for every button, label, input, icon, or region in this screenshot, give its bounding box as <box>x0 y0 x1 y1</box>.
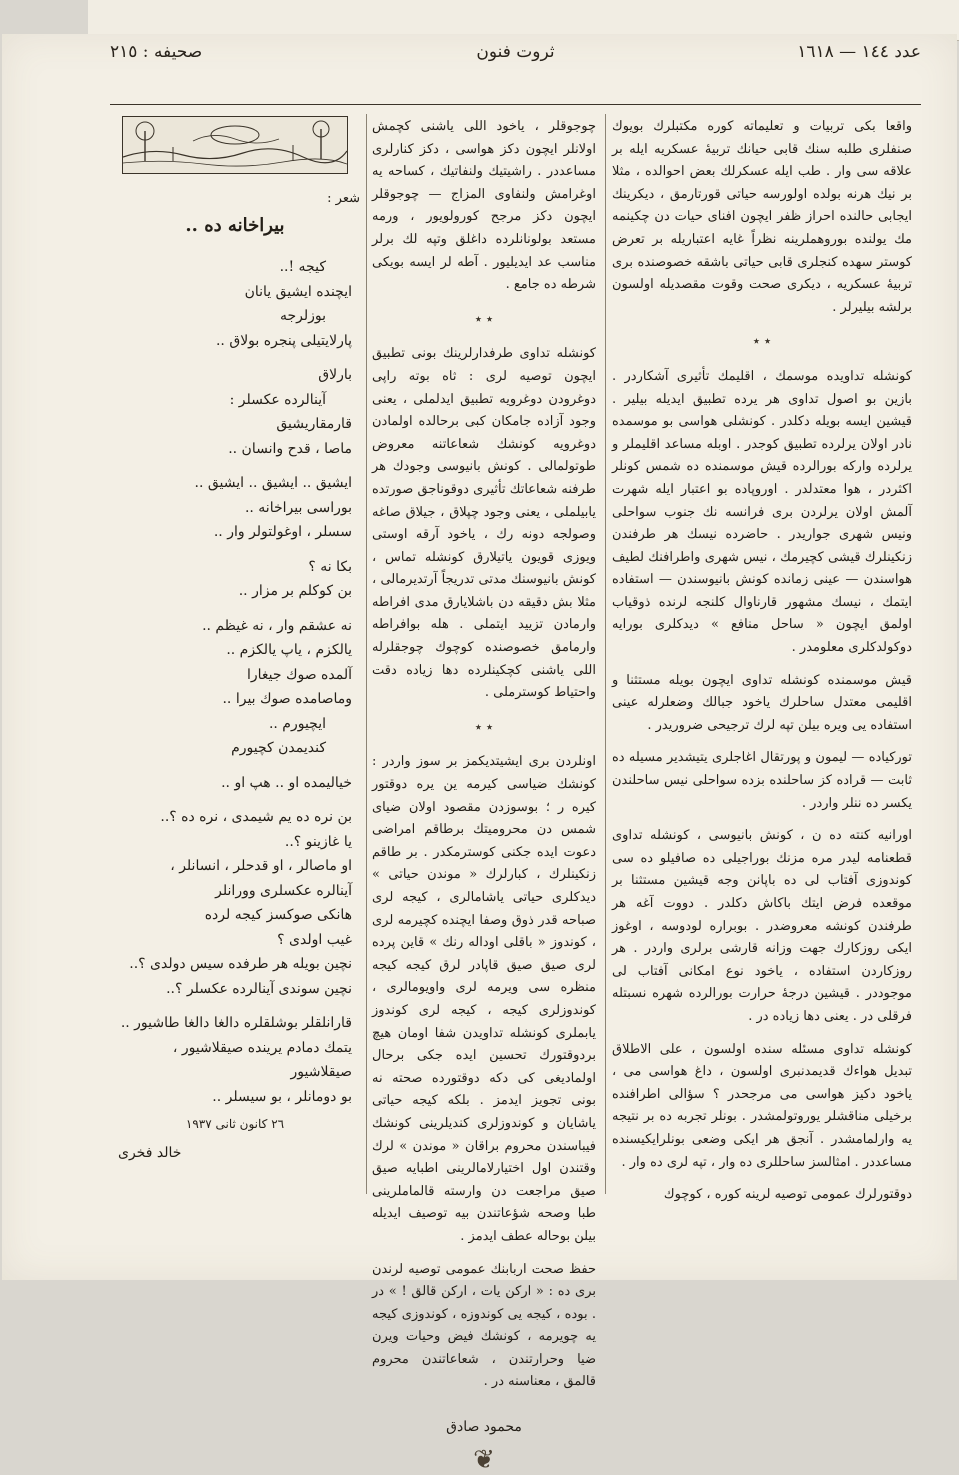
poem-line: ايچنده ايشيق يانان <box>244 283 352 300</box>
stanza-break <box>110 604 360 614</box>
stanza-break <box>110 461 360 471</box>
middle-paragraph: حفظ صحت اربابنك عمومى توصيه لرندن برى ده : « اركن يات ، اركن قالق ! » در . بوده ، كيجه يى كوندوزه ، كوندوزى كيجه يه چويرمه ، كونشك فيض وحيات ويرن ضيا وحرارتندن ، شعاعاتندن محروم قالمق ، معناسنه در . <box>372 1261 596 1390</box>
column-divider-right <box>605 114 606 1194</box>
stanza-break <box>110 761 360 771</box>
stanza-break <box>110 1001 360 1011</box>
article-signature: محمود صادق <box>446 1419 522 1436</box>
middle-paragraph: كونشله تداوى طرفدارلرينك بونى تطبيق ايچون توصيه لرى : ثاه بوته راپى دوغرودن دوغرويه تطبيق ايدلملى ، يعنى وجود آزاده جامكان كبى برحالده اولمادن دوغرويه كونشك شعاعاتنه معروض طوتولمالى . كونش بانيوسى وجودك هر طرفنه شعاعاتك تأثيرى دوقوناجق صورتده يابيلملى ، يعنى وجود چپلاق ، جيلاق صاغه وصولجه دونه رك ، ياخود آرقه اوستى ويوزى قويون ياتيلارق كونشله تماس ، كونش بانيوسنك مدتى تدريجاً آرتديرمالى ، مثلا بش دقيقه دن باشلايارق مدى افراطه وارمادن تزييد ايتملى . هله بوافراطه وارمامق خصوصنده كوچوك چوجقلرله اللى ياشنى كچكينلرده دها زياده دقت واحتياط كوسترملى . <box>372 346 596 701</box>
middle-paragraph: اونلردن برى ايشيتديكمز بر سوز واردر : كونشك ضياسى كيرمه ين يره دوقتور كيره ر ؛ بوسوزدن مقصود اولان ضياى شمس دن محروميتك برطاقم امراضى دعوت ايده جكنى كوسترمكدر . بر طاقم زنكينلرك ، كبارلرك « موندن حياتى » ديدكلرى حياتى ياشامالرى ، كيجه لرى صباحه قدر ذوق وصفا ايچنده كچيرمه لرى ، كوندوز « باقلى اوداله رنك » قاين پرده لرى صيق صيق قاپادر لرق كيجه كيجه منظره سى ويرمه لرى واويومالرى ، كوندوزلرى كيجه ، كيجه لرى كوندوز يابملرى كونشله تداويدن شفا اومان هيچ بردوقتورك تحسين ايده جكى برحال اولماديغى كى دكه دوقتورده صحته نه بونى تجويز ايدمز . بلكه كيجه حياتى ياشايان و كوندوزلرى كنديلرينى كونشك فيباسندن محروم براقان « موندن » لرك وقتندن اول اختيارلامالرينى اطبايه صيق صيق مراجعت دن وارسته قالماملرينى طبا وصحه شؤعاتندن بيه توصيف ايديله بيلن بوحاله عطف ايدمز . <box>372 754 596 1244</box>
poem-line: ماصا ، قدح وانسان .. <box>228 440 352 457</box>
poem-signature: خالد فخرى <box>118 1144 182 1161</box>
poem-column <box>110 116 360 1164</box>
issue-number: عدد ١٤٤ — ١٦١٨ <box>797 42 921 62</box>
poem-line: قارمقاريشيق <box>276 416 352 433</box>
poem-line: وماصامده صوك بيرا .. <box>222 691 352 708</box>
poem-line: بوزلرجه <box>279 308 326 325</box>
header-rule <box>110 104 921 105</box>
poem-date: ٢٦ كانون ثانى ١٩٣٧ <box>185 1117 285 1132</box>
poem-body <box>110 255 360 1109</box>
poem-line: آينالرده عكسلر : <box>229 391 326 408</box>
poem-line: بكا نه ؟ <box>308 558 352 575</box>
article-column-right <box>612 116 912 1207</box>
column-divider-left <box>366 114 367 1194</box>
page-header <box>110 42 921 82</box>
poem-line: خياليمده او .. هپ او .. <box>221 774 352 791</box>
right-paragraph: واقعا بكى تربيات و تعليماته كوره مكتبلرك بويوك صنفلرى طلبه سنك قابى حيانك تربيهٔ عسكريه ايله بر علاقه سى وار . طب ايله عسكرلك بعض احوالده ، مثلا بر نيك هرنه بولده اولورسه حياتى قورتارمق ، ديكرينك ايجابى حالنده احراز ظفر ايچون افناى حيات دن چكينمه مك يولنده بوروهملرينه نظراً غايه اعتباريله بر تعرض كوستر سهده كنجلرى قابى حياتى باشقه خصوصنده برى تربيهٔ عسكريه ، ديكرى صحت وقوت مقصديله اولسون برلشه بيليرلر . <box>612 119 912 315</box>
poem-line: يتمك دمادم يرينده صيقلاشيور ، صيقلاشيور <box>172 1039 352 1081</box>
floral-ornament-icon: ❦ <box>473 1444 495 1475</box>
stanza-break <box>110 795 360 805</box>
poem-line: يا غازينو ؟.. <box>284 833 352 850</box>
poem-line: يالكزم ، ياپ يالكزم .. <box>226 642 352 659</box>
poem-line: كنديمدن كچيورم <box>231 740 326 757</box>
poem-line: غيب اولدى ؟ <box>277 931 352 948</box>
right-paragraph: توركياده — ليمون و پورتقال اغاجلرى يتيشدير مسيله ده ثابت — قراده كز ساحلنده بزده سواحلى نيس ساحلندن يكسر ده ننلر واردر . <box>612 750 912 811</box>
stanza-break <box>110 545 360 555</box>
landscape-illustration <box>123 117 347 173</box>
poem-title: بيراخانه ده .. <box>185 214 285 236</box>
right-paragraph: قيش موسمنده كونشله تداوى ايچون بويله مستثنا و اقليمى معتدل ساحلرك ياخود جبالك وضعلرله عينى استفاده يى ويره بيلن تپه لرك ترجيحى ضروريدر . <box>612 672 912 733</box>
poem-label: شعر : <box>327 191 360 206</box>
poem-line: پارلايتيلى پنجره بولاق .. <box>215 332 352 349</box>
poem-line: بارلاق <box>318 367 352 384</box>
poem-line: ايشيق .. ايشيق .. ايشيق .. <box>194 475 352 492</box>
poem-line: ايچيورم .. <box>268 715 326 732</box>
section-separator: ٭ ٭ <box>474 311 494 327</box>
poem-line: بن كوكلم بر مزار .. <box>238 583 352 600</box>
right-paragraph: كونشله تداوى مسئله سنده اولسون ، على الاطلاق تبديل هواءك قديمدنبرى اولسون ، داغ هواسى مى ، ياخود دكيز هواسى مى مرجحدر ؟ سؤالى اطرافنده برخيلى مناقشلر يوروتولمشدر . بونلر تجربه ده بر نتيجه يه وارلمامشدر . آنجق هر ايكى وضعى بونلرايكيسنده مساعددر . امثالسز ساحللرى ده وار ، تپه لرى ده وار . <box>612 1041 912 1170</box>
poem-line: بوراسى بيراخانه .. <box>244 499 352 516</box>
right-paragraph: دوقتورلرك عمومى توصيه لرينه كوره ، كوچوك <box>663 1187 912 1203</box>
stanza-break <box>110 353 360 363</box>
poem-line: بو دومانلر ، بو سيسلر .. <box>212 1088 352 1105</box>
page-number: صحيفه : ٢١٥ <box>110 42 203 62</box>
poem-line: او ماصالر ، او قدحلر ، انسانلر ، <box>170 858 352 875</box>
poem-line: آينالره عكسلرى وورانلر <box>215 882 352 899</box>
poem-line: بن نره ده يم شيمدى ، نره ده ؟.. <box>160 809 352 826</box>
poem-line: نچين بويله هر طرفده سيس دولدى ؟.. <box>129 956 352 973</box>
poem-line: سسلر ، اوغولتولر وار .. <box>213 524 352 541</box>
section-separator: ٭ ٭ <box>474 719 494 735</box>
poem-line: كيجه !.. <box>279 259 326 276</box>
magazine-title: ثروت فنون <box>476 42 555 62</box>
poem-line: آلمده صوك جيغارا <box>246 666 352 683</box>
right-paragraph: كونشله تداويده موسمك ، اقليمك تأثيرى آشكاردر . بازين بو اصول تداوى هر يرده تطبيق ايديله بيلير . قيشين ايسه بويله دكلدر . كونشلى هواسى بو موسمده نادر اولان يرلرده تطبيق كوجدر . اوبله مساعد اقليملر و يرلرده واركه بورالرده قيش موسمنده ده شمس كونلر اكثردر ، هوا معتدلدر . اوروپاده بو اعتبار ايله شهرت آلمش اولان يرلردن برى فرانسه نك جنوب سواحلى ونيس شهرى جواريدر . حاضرده نيسك هر طرفندن زنكينلرك قيشى كچيرمك ، نيس شهرى واطرافنك لطيف هواسندن — عينى زمانده كونش بانيوسندن — استفاده ايتمك ، نيسك مشهور قارناوال كلنجه لرنده ذوقياب اولمق ايچون « ساحل منافع » ديدكلرى بورايه دوكولدكلرى معلومدر . <box>612 368 912 656</box>
article-column-middle <box>372 116 596 1475</box>
decorative-vignette <box>122 116 348 174</box>
poem-line: نه عشقم وار ، نه غيظم .. <box>202 617 352 634</box>
poem-line: قارانلقلر بوشلقلره دالغا دالغا طاشيور .. <box>120 1015 352 1032</box>
right-paragraph: اورانيه كنته ده ن ، كونش بانيوسى ، كونشله تداوى قطعنامه ليدر مره مزنك بوراجيلى ده صافيلو ده سى كوندوزى آفتاب لى ده باپانن وجه قيشين مستثنا بر موقعده فرض ايتك باكاش دكلدر . دووت آغه هر طرفندن كونشه معروضدر . بوبراره لودوسه ، اوغوز ايكى روزكارك جهت وزانه قارشى برلرى واردر . هر روزكاردن استفاده ، ياخود نوع امكانى آفتاب لى موجوددر . قيشين درجهٔ حرارت بورالرده شهره نسبتله فرقلى در . يعنى دها زياده در . <box>612 828 912 1024</box>
poem-line: هانكى صوكسز كيجه لرده <box>204 907 352 924</box>
section-separator: ٭ ٭ <box>752 334 772 350</box>
poem-line: نچين سوندى آينالرده عكسلر ؟.. <box>166 980 352 997</box>
middle-paragraph: چوجوقلر ، ياخود اللى ياشنى كچمش اولانلر ايچون دكز هواسى ، دكز كنارلرى مساعددر . راشيتيك ولنفاتيك ، كساحه يه اوغرامش ولنفاوى المزاج — چوجوقلر ايچون دكز مرجح كورولويور ، ورمه مستعد بولونانلرده داغلق وتپه لك برلر مناسب عد ايديليور . آطه لر ايسه بويكى شرطه ده جامع . <box>372 119 596 293</box>
